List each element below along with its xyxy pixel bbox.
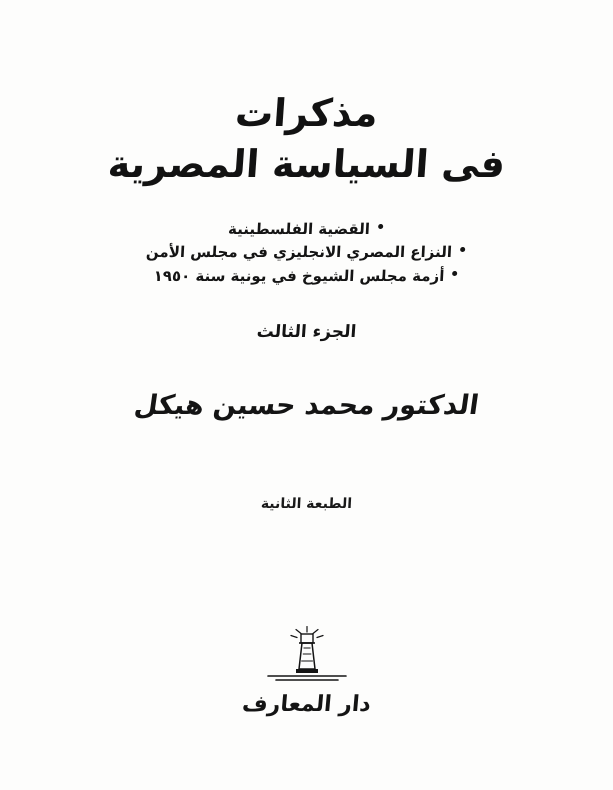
book-title-subtitle: فى السياسة المصرية [106,141,507,186]
bullet-icon [378,224,383,229]
list-item [0,241,613,264]
author-name: الدكتور محمد حسين هيكل [132,390,481,421]
lighthouse-icon [264,626,350,684]
subject-list [0,218,613,288]
subject-label: أزمة مجلس الشيوخ في يونية سنة ١٩٥٠ [153,266,445,285]
list-item [0,265,613,288]
subject-label: القضية الفلسطينية [227,220,371,238]
title-block [0,92,613,187]
subject-label: النزاع المصري الانجليزي في مجلس الأمن [145,243,453,262]
volume-label: الجزء الثالث [256,322,357,342]
edition-label: الطبعة الثانية [260,496,353,512]
bullet-icon [452,271,457,276]
bullet-icon [460,247,465,252]
book-title-main: مذكرات [233,91,380,135]
publisher-name: دار المعارف [241,692,372,717]
list-item [0,218,613,241]
publisher-block [0,626,613,717]
